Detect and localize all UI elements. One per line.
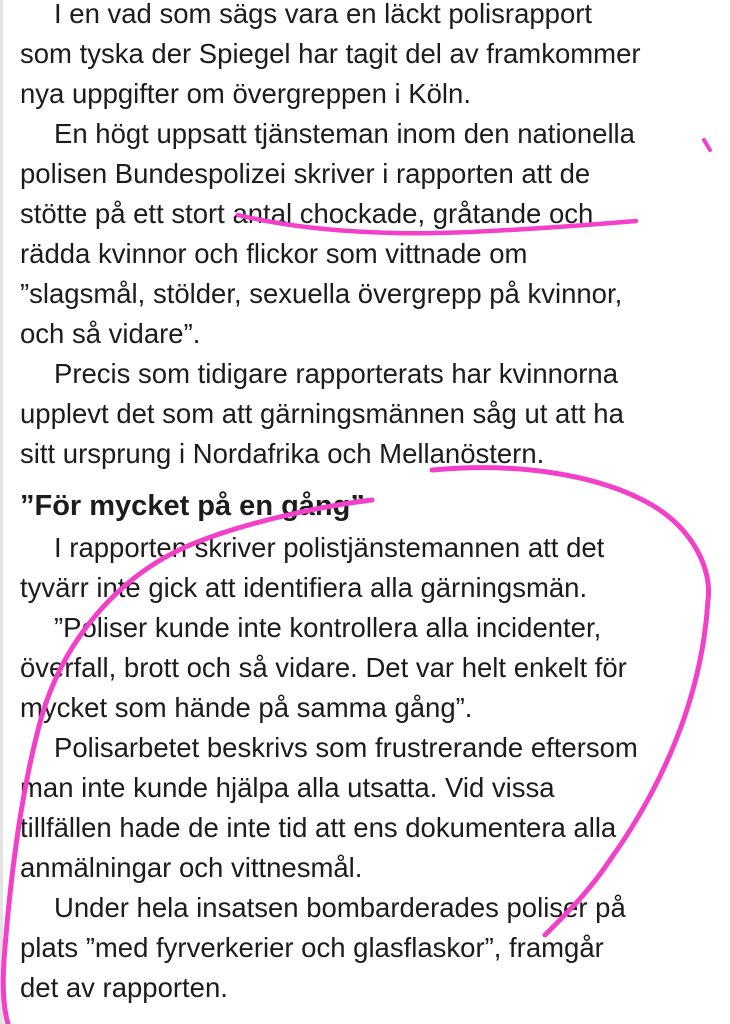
text-line: tyvärr inte gick att identifiera alla gärningsmän.: [20, 572, 588, 603]
text-line: som tyska der Spiegel har tagit del av framkommer: [20, 38, 641, 69]
text-line: ”slagsmål, stölder, sexuella övergrepp på kvinnor,: [20, 278, 623, 309]
left-edge-border: [0, 0, 3, 1024]
text-line: Under hela insatsen bombarderades poliser på: [54, 892, 626, 923]
text-line: Precis som tidigare rapporterats har kvinnorna: [54, 358, 619, 389]
paragraph-quote: [20, 608, 726, 728]
text-line: I en vad som sägs vara en läckt polisrapport: [54, 0, 593, 29]
text-line: anmälningar och vittnesmål.: [20, 852, 363, 883]
paragraph-frustration: [20, 728, 726, 888]
text-line: stötte på ett stort antal chockade, gråtande och: [20, 198, 594, 229]
text-line: tillfällen hade de inte tid att ens dokumentera alla: [20, 812, 617, 843]
text-line: ”Poliser kunde inte kontrollera alla incidenter,: [54, 612, 602, 643]
text-line: polisen Bundespolizei skriver i rapporten att de: [20, 158, 591, 189]
paragraph-identification: [20, 528, 726, 608]
paragraph-leaked-report: [20, 0, 726, 114]
text-line: rädda kvinnor och flickor som vittnade om: [20, 238, 528, 269]
article-body: [20, 0, 726, 1008]
text-line: man inte kunde hjälpa alla utsatta. Vid vissa: [20, 772, 555, 803]
text-line: I rapporten skriver polistjänstemannen att det: [54, 532, 605, 563]
text-line: överfall, brott och så vidare. Det var helt enkelt för: [20, 652, 627, 683]
text-line: sitt ursprung i Nordafrika och Mellanöstern.: [20, 438, 545, 469]
text-line: upplevt det som att gärningsmännen såg ut att ha: [20, 398, 624, 429]
text-line: nya uppgifter om övergreppen i Köln.: [20, 78, 471, 109]
text-line: mycket som hände på samma gång”.: [20, 692, 473, 723]
text-line: plats ”med fyrverkerier och glasflaskor”, framgår: [20, 932, 604, 963]
paragraph-fireworks: [20, 888, 726, 1008]
text-line: och så vidare”.: [20, 318, 201, 349]
text-line: En högt uppsatt tjänsteman inom den nationella: [54, 118, 635, 149]
paragraph-origin: [20, 354, 726, 474]
paragraph-bundespolizei: [20, 114, 726, 354]
text-line: det av rapporten.: [20, 972, 228, 1003]
text-line: Polisarbetet beskrivs som frustrerande eftersom: [54, 732, 638, 763]
section-subheading: ”För mycket på en gång”: [20, 490, 365, 522]
